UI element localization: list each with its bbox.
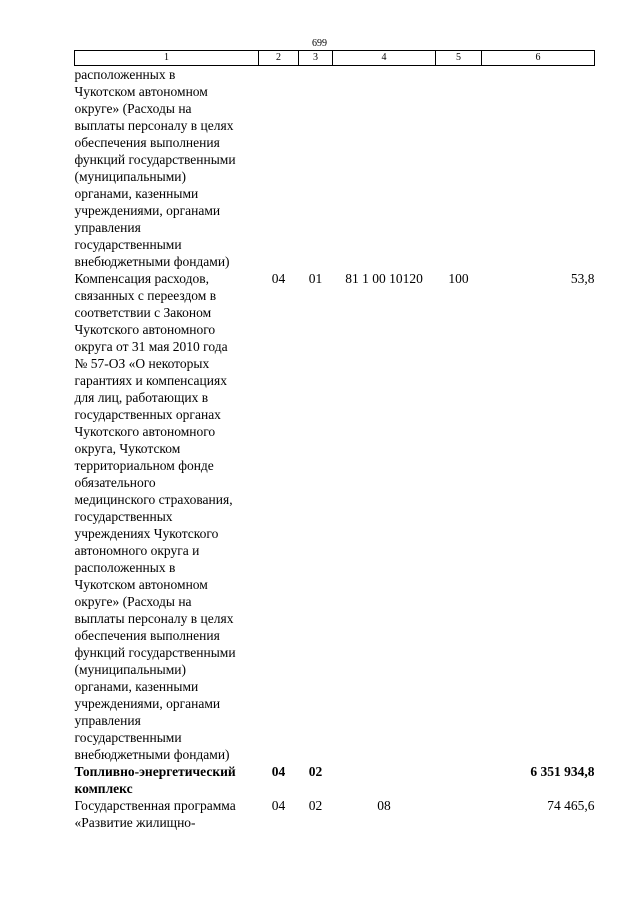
- row-name-line: функций государственными: [74, 152, 236, 167]
- header-col-2: 2: [259, 51, 299, 66]
- row-name-line: учреждениях Чукотского: [74, 526, 219, 541]
- header-col-5: 5: [436, 51, 482, 66]
- amount-cell: 6 351 934,8: [530, 764, 595, 779]
- table-row: [75, 763, 595, 797]
- row-name-line: Чукотском автономном: [74, 577, 208, 592]
- row-name-line: округа от 31 мая 2010 года: [74, 339, 228, 354]
- row-name-line: учреждениями, органами: [74, 203, 221, 218]
- subsection-code-cell: 02: [308, 798, 323, 813]
- row-name-line: государственных: [74, 509, 173, 524]
- row-name-line: связанных с переездом в: [74, 288, 217, 303]
- expense-type-cell: 100: [448, 271, 469, 286]
- row-name-line: Компенсация расходов,: [74, 271, 210, 286]
- budget-table: [74, 50, 595, 831]
- row-name-line: округе» (Расходы на: [74, 594, 192, 609]
- row-name-line: государственными: [74, 237, 182, 252]
- subsection-code-cell: 01: [308, 271, 323, 286]
- row-name-line: автономного округа и: [74, 543, 200, 558]
- row-name-cell: [75, 797, 259, 831]
- row-name-line: Чукотского автономного: [74, 424, 216, 439]
- expense-type-cell: [436, 66, 482, 271]
- row-name-line: округе» (Расходы на: [74, 101, 192, 116]
- row-name-line: Чукотском автономном: [74, 84, 208, 99]
- row-name-line: расположенных в: [74, 67, 176, 82]
- section-code-cell: [259, 66, 299, 271]
- row-name-line: комплекс: [74, 781, 133, 796]
- target-article-cell: 81 1 00 10120: [345, 271, 423, 286]
- row-name-line: выплаты персоналу в целях: [74, 611, 234, 626]
- target-article-cell: [333, 66, 436, 271]
- subsection-code-cell: [299, 66, 333, 271]
- row-name-line: (муниципальными): [74, 662, 186, 677]
- row-name-line: гарантиях и компенсациях: [74, 373, 227, 388]
- row-name-line: функций государственными: [74, 645, 236, 660]
- header-row: [75, 51, 595, 66]
- subsection-code-cell: 02: [308, 764, 323, 779]
- row-name-line: территориальном фонде: [74, 458, 214, 473]
- section-code-cell: 04: [271, 764, 286, 779]
- row-name-cell: [75, 763, 259, 797]
- target-article-cell: 08: [377, 798, 391, 813]
- amount-cell: 53,8: [570, 271, 595, 286]
- row-name-line: расположенных в: [74, 560, 176, 575]
- row-name-line: «Развитие жилищно-: [74, 815, 196, 830]
- table-row: [75, 270, 595, 763]
- row-name-line: государственными: [74, 730, 182, 745]
- row-name-cell: [75, 270, 259, 763]
- row-name-line: для лиц, работающих в: [74, 390, 209, 405]
- table-body: [75, 66, 595, 832]
- expense-type-cell: [436, 797, 482, 831]
- row-name-line: государственных органах: [74, 407, 221, 422]
- row-name-line: № 57-ОЗ «О некоторых: [74, 356, 210, 371]
- row-name-line: Чукотского автономного: [74, 322, 216, 337]
- row-name-line: органами, казенными: [74, 679, 199, 694]
- row-name-line: управления: [74, 220, 141, 235]
- expense-type-cell: [436, 763, 482, 797]
- row-name-line: управления: [74, 713, 141, 728]
- table-row: [75, 797, 595, 831]
- row-name-cell: [75, 66, 259, 271]
- header-col-1: 1: [75, 51, 259, 66]
- amount-cell: [482, 66, 595, 271]
- row-name-line: соответствии с Законом: [74, 305, 212, 320]
- table-row: [75, 66, 595, 271]
- target-article-cell: [333, 763, 436, 797]
- row-name-line: Топливно-энергетический: [74, 764, 236, 779]
- row-name-line: обеспечения выполнения: [74, 135, 220, 150]
- row-name-line: (муниципальными): [74, 169, 186, 184]
- row-name-line: внебюджетными фондами): [74, 747, 230, 762]
- page-number: 699: [312, 38, 327, 49]
- row-name-line: Государственная программа: [74, 798, 236, 813]
- section-code-cell: 04: [271, 271, 286, 286]
- amount-cell: 74 465,6: [547, 798, 595, 813]
- row-name-line: органами, казенными: [74, 186, 199, 201]
- row-name-line: внебюджетными фондами): [74, 254, 230, 269]
- section-code-cell: 04: [271, 798, 286, 813]
- row-name-line: выплаты персоналу в целях: [74, 118, 234, 133]
- row-name-line: учреждениями, органами: [74, 696, 221, 711]
- header-col-3: 3: [299, 51, 333, 66]
- row-name-line: обязательного: [74, 475, 156, 490]
- row-name-line: медицинского страхования,: [74, 492, 233, 507]
- header-col-4: 4: [333, 51, 436, 66]
- row-name-line: обеспечения выполнения: [74, 628, 220, 643]
- header-col-6: 6: [482, 51, 595, 66]
- row-name-line: округа, Чукотском: [74, 441, 181, 456]
